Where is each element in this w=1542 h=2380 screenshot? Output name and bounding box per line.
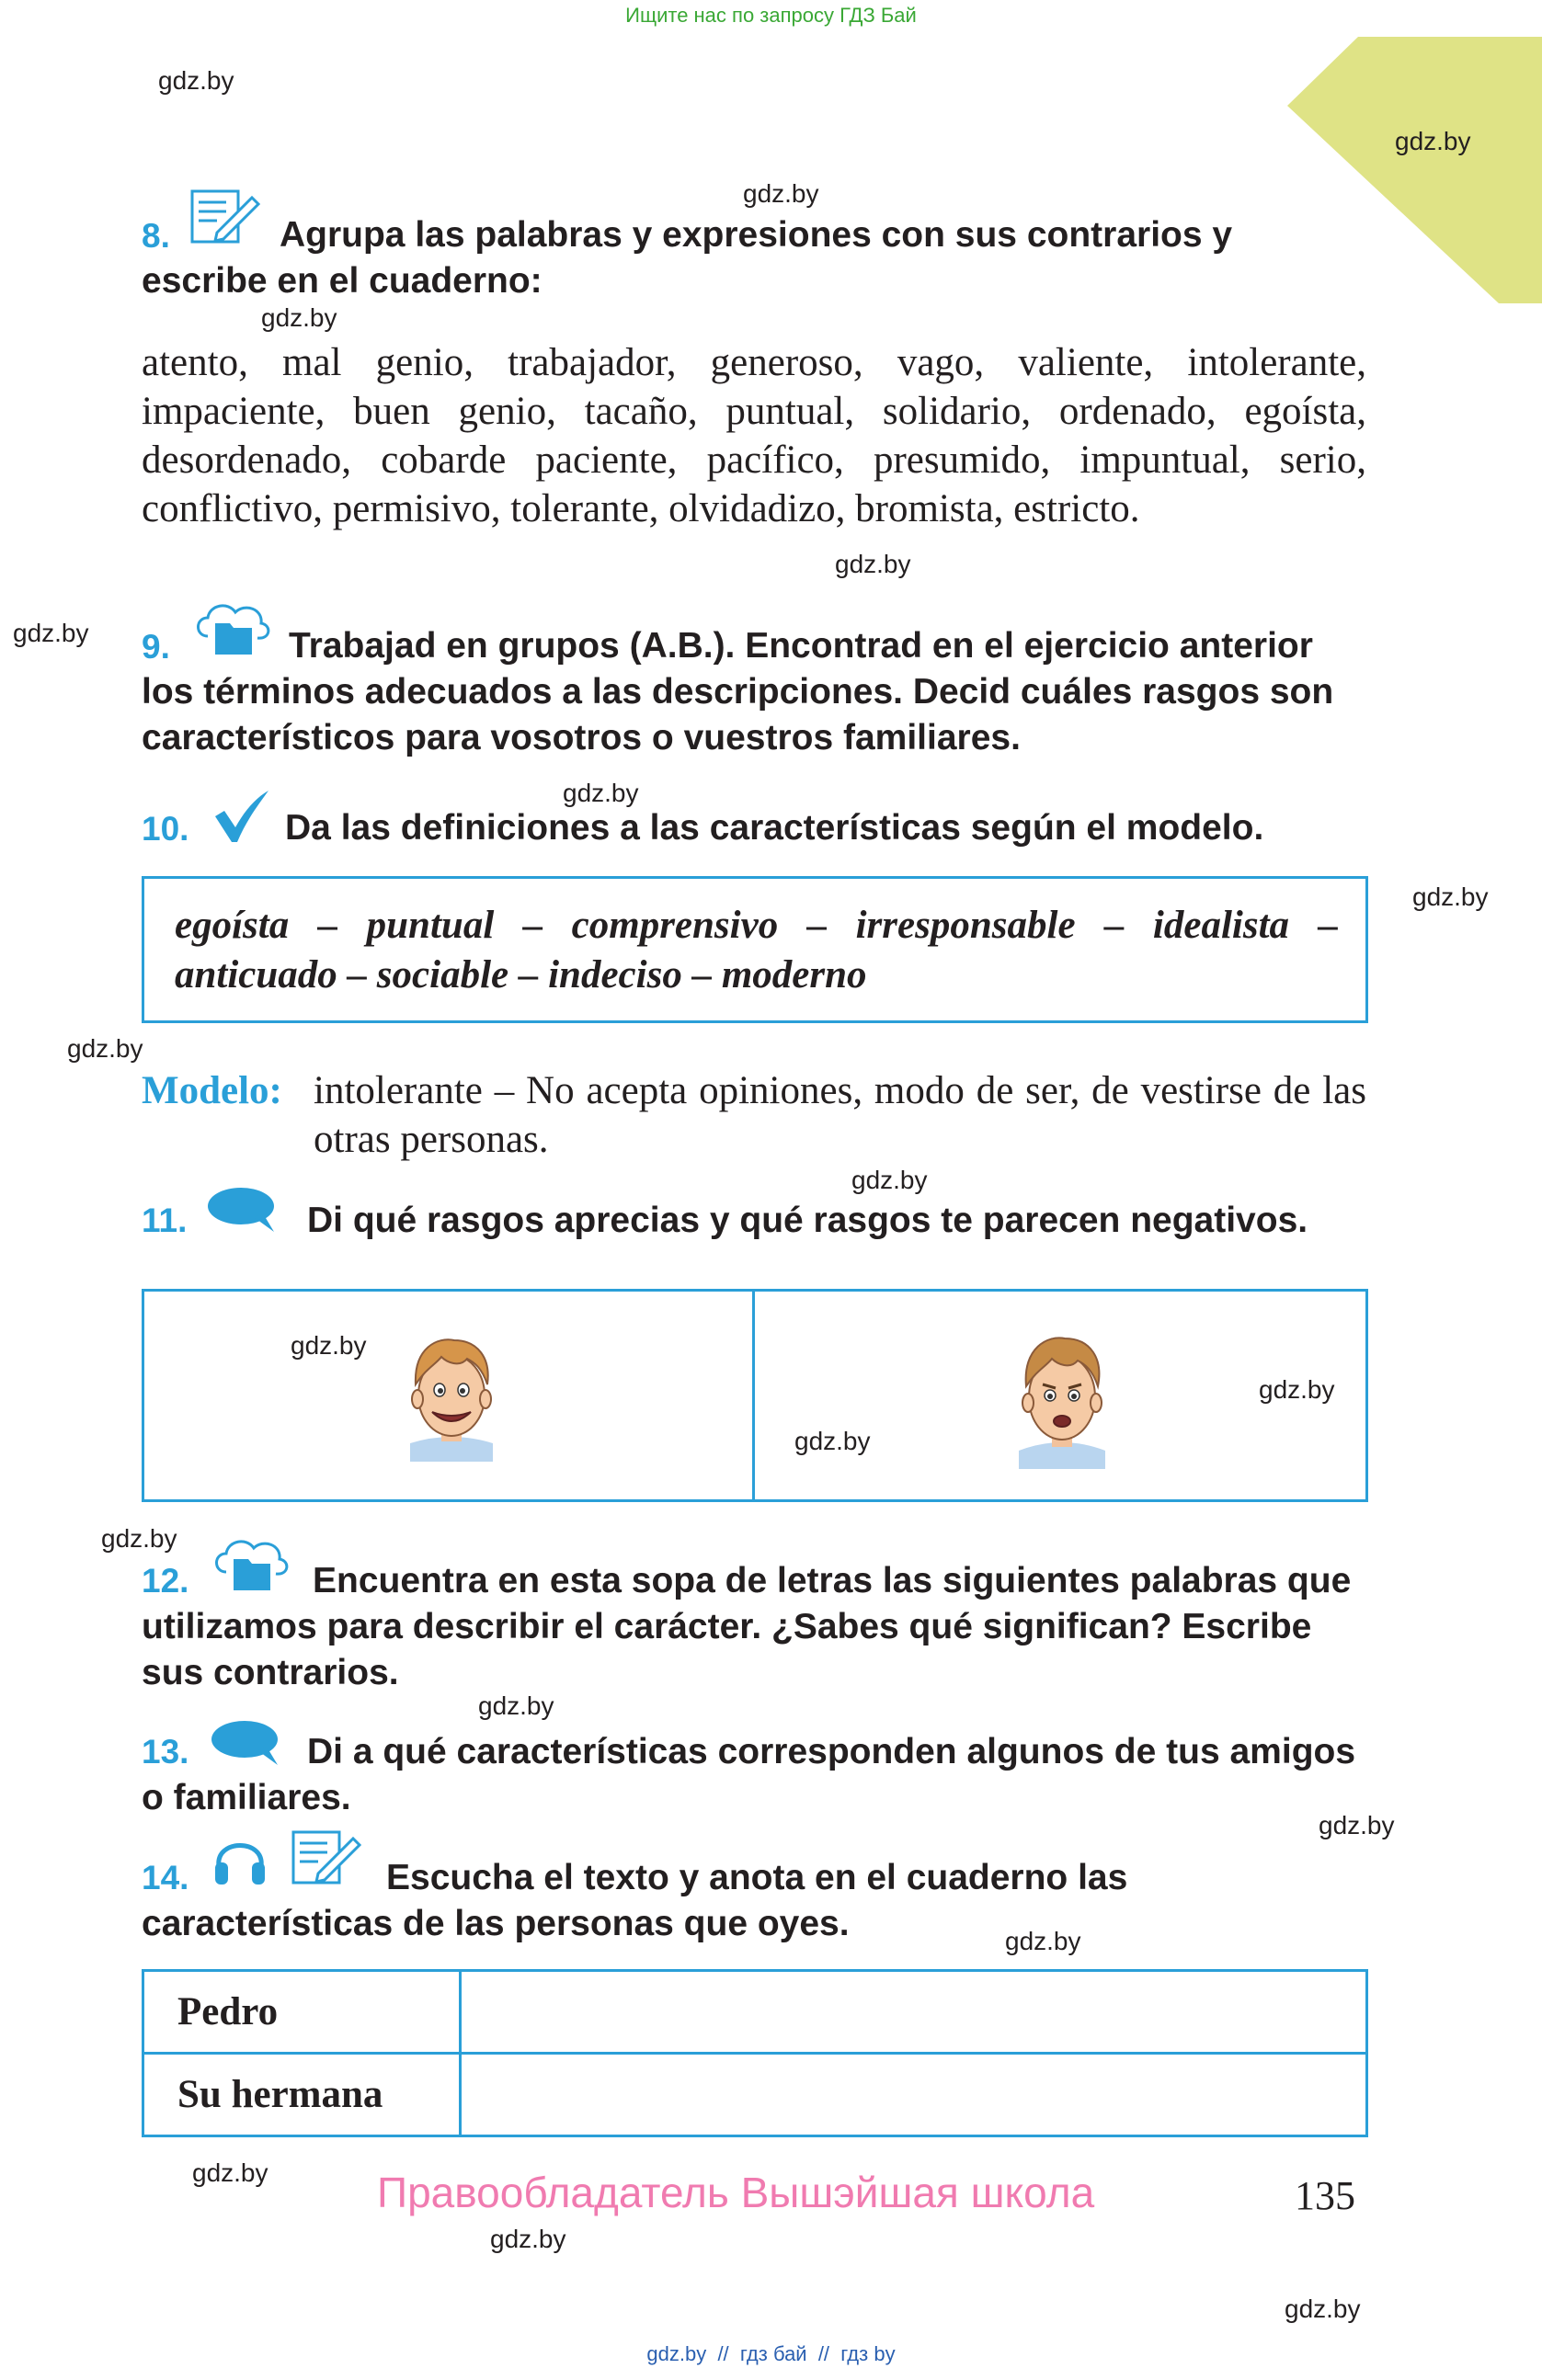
table-row xyxy=(143,2054,1367,2136)
table-row-label: Pedro xyxy=(143,1971,461,2054)
watermark: gdz.by xyxy=(490,2225,566,2253)
watermark: gdz.by xyxy=(1319,1811,1395,1839)
watermark: gdz.by xyxy=(158,66,234,95)
watermark: gdz.by xyxy=(851,1166,928,1194)
copyright-owner: Правообладатель Вышэйшая школа xyxy=(377,2169,1095,2216)
modelo-text: intolerante – No acepta opiniones, modo de ser, de vestirse de las otras personas. xyxy=(314,1069,1366,1161)
task-13-number: 13. xyxy=(142,1733,189,1771)
task-14-title: Escucha el texto y anota en el cuaderno las características de las personas que oyes. xyxy=(142,1858,1128,1943)
watermark: gdz.by xyxy=(743,179,819,208)
task-8-number: 8. xyxy=(142,217,170,255)
watermark: gdz.by xyxy=(1259,1375,1335,1404)
task-8-word-list: atento, mal genio, trabajador, generoso, vago, valiente, intolerante, impaciente, buen genio, tacaño, puntual, solidario, ordenado, egoísta, desordenado, cobarde paciente, pacífico, presumido, impuntual, serio, conflictivo, permisivo, tolerante, olvidadizo, bromista, estricto. xyxy=(142,341,1366,530)
table-row-label: Su hermana xyxy=(143,2054,461,2136)
watermark: gdz.by xyxy=(835,550,911,578)
watermark: gdz.by xyxy=(291,1331,367,1360)
table-row-value xyxy=(461,2054,1367,2136)
task-14-number: 14. xyxy=(142,1859,189,1896)
page-number: 135 xyxy=(1295,2173,1355,2218)
watermark: gdz.by xyxy=(101,1524,177,1553)
watermark: gdz.by xyxy=(1412,883,1489,911)
table-row-value xyxy=(461,1971,1367,2054)
table-row xyxy=(143,1971,1367,2054)
task-11-number: 11. xyxy=(142,1201,188,1239)
watermark: gdz.by xyxy=(794,1427,871,1455)
task-12-title: Encuentra en esta sopa de letras las siguientes palabras que utilizamos para describir el carácter. ¿Sabes qué significan? Escribe sus contrarios. xyxy=(142,1561,1352,1692)
task-8-title: Agrupa las palabras y expresiones con sus contrarios y escribe en el cuaderno: xyxy=(142,215,1233,301)
watermark: gdz.by xyxy=(192,2158,268,2187)
watermark: gdz.by xyxy=(478,1691,554,1720)
watermark: gdz.by xyxy=(1285,2295,1361,2323)
characteristics-table xyxy=(142,1969,1368,2137)
modelo-label: Modelo: xyxy=(142,1069,282,1112)
words-box-text: egoísta – puntual – comprensivo – irresponsable – idealista – anticuado – sociable – indeciso – moderno xyxy=(175,904,1338,996)
top-note: Ищите нас по запросу ГДЗ Бай xyxy=(625,4,917,27)
task-9-title: Trabajad en grupos (A.B.). Encontrad en el ejercicio anterior los términos adecuados a las descripciones. Decid cuáles rasgos son característicos para vosotros o vuestros familiares. xyxy=(142,626,1334,757)
watermark: gdz.by xyxy=(1395,127,1471,155)
watermark: gdz.by xyxy=(563,779,639,807)
watermark: gdz.by xyxy=(261,303,337,332)
sad-boy-illustration xyxy=(1011,1331,1113,1469)
task-9-number: 9. xyxy=(142,628,170,666)
task-13-title: Di a qué características corresponden algunos de tus amigos o familiares. xyxy=(142,1732,1356,1817)
watermark: gdz.by xyxy=(1005,1927,1081,1955)
task-10-title: Da las definiciones a las características según el modelo. xyxy=(285,808,1264,848)
modelo xyxy=(142,1066,1366,1164)
bottom-links[interactable]: gdz.by // гдз бай // гдз by xyxy=(646,2342,896,2365)
task-12-number: 12. xyxy=(142,1562,189,1600)
smiling-boy-illustration xyxy=(401,1331,502,1462)
task-11-title: Di qué rasgos aprecias y qué rasgos te parecen negativos. xyxy=(307,1201,1308,1240)
watermark: gdz.by xyxy=(67,1034,143,1063)
watermark: gdz.by xyxy=(13,619,89,647)
task-10-number: 10. xyxy=(142,810,189,848)
